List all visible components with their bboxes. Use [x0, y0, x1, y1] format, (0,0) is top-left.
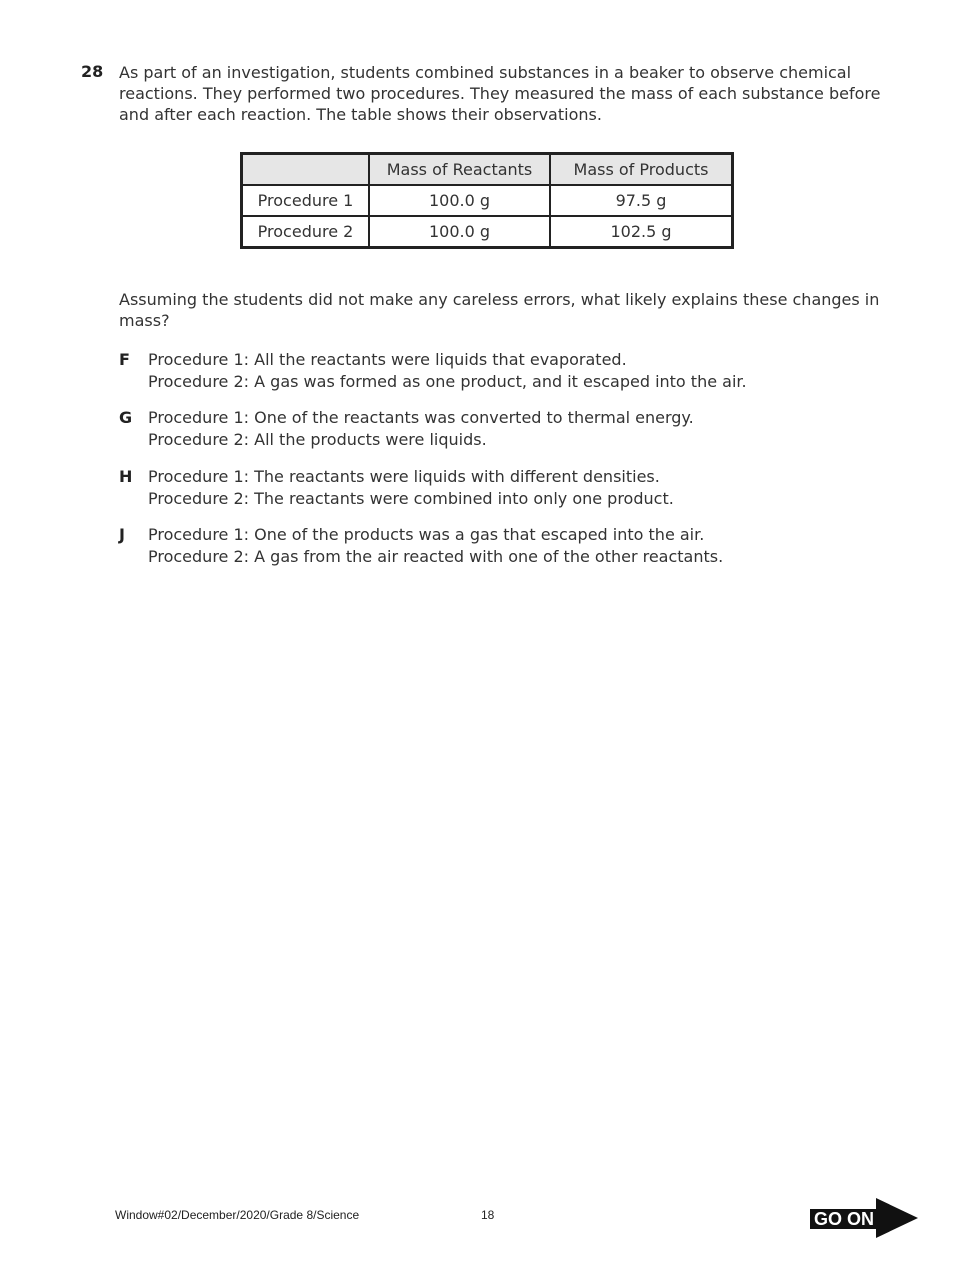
table-header-cell — [242, 154, 370, 186]
table-cell: 100.0 g — [369, 216, 550, 248]
table-row — [242, 216, 733, 248]
question-number: 28 — [81, 62, 104, 81]
table-cell: Procedure 2 — [242, 216, 370, 248]
option-text-line: Procedure 1: One of the reactants was converted to thermal energy. — [148, 408, 694, 427]
option-text-line: Procedure 1: All the reactants were liquids that evaporated. — [148, 350, 627, 369]
observations-table — [240, 152, 734, 249]
option-letter: H — [119, 467, 133, 486]
table-cell: Procedure 1 — [242, 185, 370, 216]
question-stem: As part of an investigation, students combined substances in a beaker to observe chemical reactions. They performed two procedures. They measured the mass of each substance before and after each reaction. The table shows their observations. — [119, 63, 881, 124]
option-letter: J — [119, 525, 125, 544]
table-row — [242, 185, 733, 216]
option-letter: G — [119, 408, 133, 427]
table-header-cell: Mass of Reactants — [369, 154, 550, 186]
option-text-line: Procedure 2: The reactants were combined into only one product. — [148, 489, 674, 508]
table-cell: 102.5 g — [550, 216, 733, 248]
table-cell: 97.5 g — [550, 185, 733, 216]
table-header-cell: Mass of Products — [550, 154, 733, 186]
table-cell: 100.0 g — [369, 185, 550, 216]
option-text-line: Procedure 2: A gas from the air reacted with one of the other reactants. — [148, 547, 724, 566]
page-number: 18 — [481, 1208, 495, 1222]
footer-test-id: Window#02/December/2020/Grade 8/Science — [115, 1208, 360, 1222]
go-on-indicator — [810, 1198, 920, 1238]
table-header-row — [242, 154, 733, 186]
question-prompt: Assuming the students did not make any careless errors, what likely explains these changes in mass? — [119, 290, 880, 330]
option-letter: F — [119, 350, 130, 369]
option-text-line: Procedure 1: One of the products was a gas that escaped into the air. — [148, 525, 705, 544]
option-text-line: Procedure 2: All the products were liquids. — [148, 430, 487, 449]
option-text-line: Procedure 1: The reactants were liquids with different densities. — [148, 467, 660, 486]
go-on-label: GO ON — [810, 1209, 884, 1229]
option-text-line: Procedure 2: A gas was formed as one product, and it escaped into the air. — [148, 372, 747, 391]
